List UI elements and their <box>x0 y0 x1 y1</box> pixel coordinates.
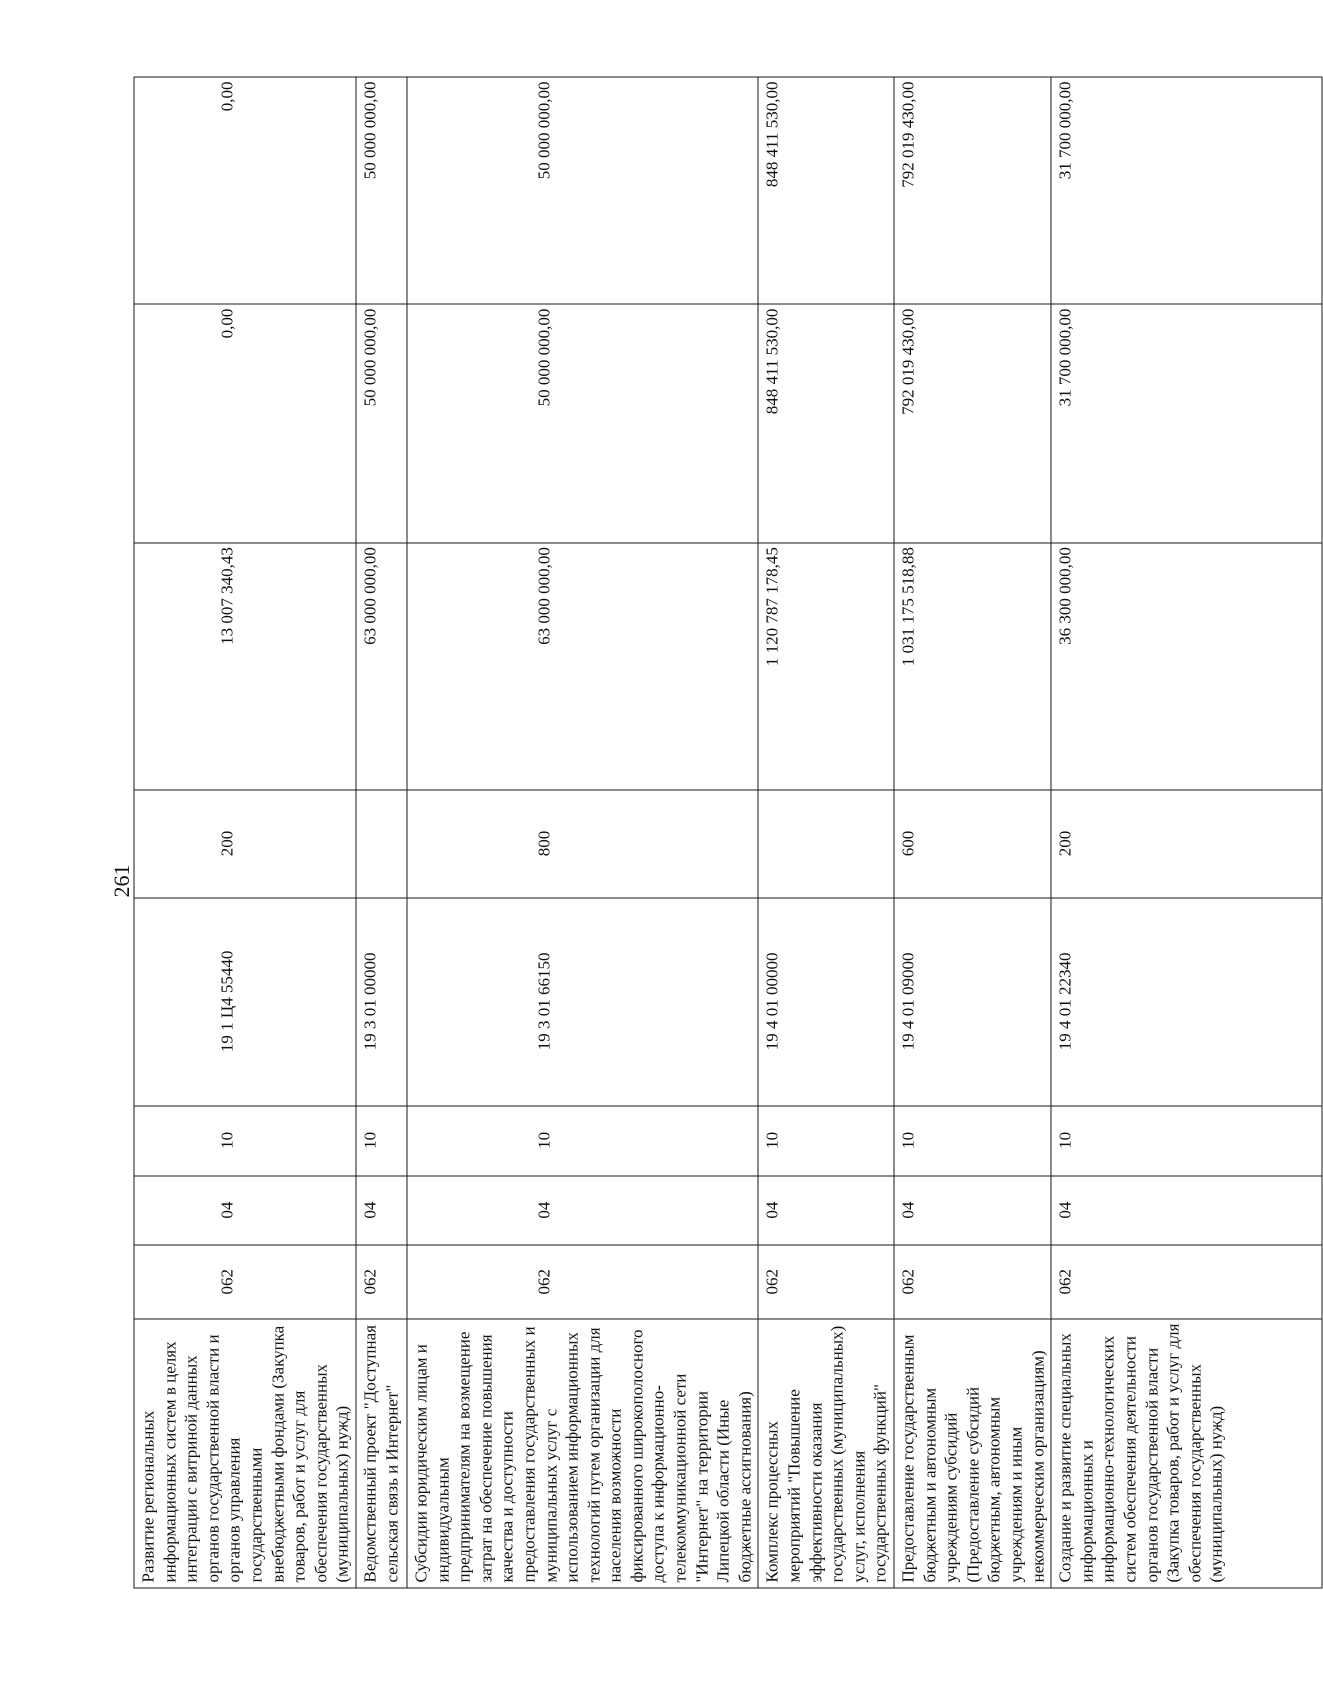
expense-type <box>356 790 407 898</box>
ministry-code: 062 <box>894 1245 1051 1319</box>
section-code: 04 <box>356 1176 407 1246</box>
amount-cell: 50 000 000,00 <box>356 304 407 543</box>
amount-cell: 792 019 430,00 <box>894 304 1051 543</box>
subsection-code: 10 <box>758 1106 894 1176</box>
table-row <box>894 77 1051 1588</box>
amount-cell: 50 000 000,00 <box>407 77 759 304</box>
amount-cell: 848 411 530,00 <box>758 304 894 543</box>
target-article: 19 1 Ц4 55440 <box>134 898 356 1106</box>
budget-table-sheet <box>134 77 1226 1589</box>
section-code: 04 <box>1051 1176 1322 1246</box>
target-article: 19 4 01 22340 <box>1051 898 1322 1106</box>
page-number: 261 <box>109 864 134 898</box>
table-row <box>758 77 894 1588</box>
row-description: Создание и развитие специальных информационных и информационно-технологических систем обеспечения деятельности органов государственной власти (Закупка товаров, работ и услуг для обеспечения государственных (муниципальных) нужд) <box>1051 1319 1322 1588</box>
row-description: Развитие региональных информационных систем в целях интеграции с витриной данных органов государственной власти и органов управления государственными внебюджетными фондами (Закупка товаров, работ и услуг для обеспечения государственных (муниципальных) нужд) <box>134 1319 356 1588</box>
section-code: 04 <box>407 1176 759 1246</box>
ministry-code: 062 <box>356 1245 407 1319</box>
amount-cell: 792 019 430,00 <box>894 77 1051 304</box>
amount-cell: 36 300 000,00 <box>1051 543 1322 790</box>
ministry-code: 062 <box>758 1245 894 1319</box>
target-article: 19 3 01 66150 <box>407 898 759 1106</box>
subsection-code: 10 <box>894 1106 1051 1176</box>
budget-table <box>134 77 1323 1589</box>
row-description: Комплекс процессных мероприятий "Повышение эффективности оказания государственных (муниципальных) услуг, исполнения государственных функций" <box>758 1319 894 1588</box>
row-description: Ведомственный проект "Доступная сельская связь и Интернет" <box>356 1319 407 1588</box>
amount-cell: 50 000 000,00 <box>356 77 407 304</box>
ministry-code: 062 <box>407 1245 759 1319</box>
amount-cell: 1 031 175 518,88 <box>894 543 1051 790</box>
amount-cell: 13 007 340,43 <box>134 543 356 790</box>
amount-cell: 31 700 000,00 <box>1051 304 1322 543</box>
table-row <box>407 77 759 1588</box>
expense-type: 600 <box>894 790 1051 898</box>
amount-cell: 1 120 787 178,45 <box>758 543 894 790</box>
section-code: 04 <box>894 1176 1051 1246</box>
subsection-code: 10 <box>134 1106 356 1176</box>
expense-type <box>758 790 894 898</box>
row-description: Предоставление государственным бюджетным и автономным учреждениям субсидий (Предоставление субсидий бюджетным, автономным учреждениям и иным некоммерческим организациям) <box>894 1319 1051 1588</box>
expense-type: 200 <box>1051 790 1322 898</box>
expense-type: 200 <box>134 790 356 898</box>
section-code: 04 <box>758 1176 894 1246</box>
subsection-code: 10 <box>1051 1106 1322 1176</box>
table-row <box>134 77 356 1588</box>
amount-cell: 63 000 000,00 <box>407 543 759 790</box>
table-row <box>356 77 407 1588</box>
amount-cell: 0,00 <box>134 77 356 304</box>
expense-type: 800 <box>407 790 759 898</box>
row-description: Субсидии юридическим лицам и индивидуальным предпринимателям на возмещение затрат на обеспечение повышения качества и доступности предоставления государственных и муниципальных услуг с использованием информационных технологий путем организации для населения возможности фиксированного широкополосного доступа к информационно-телекоммуникационной сети "Интернет" на территории Липецкой области (Иные бюджетные ассигнования) <box>407 1319 759 1588</box>
ministry-code: 062 <box>134 1245 356 1319</box>
subsection-code: 10 <box>407 1106 759 1176</box>
amount-cell: 31 700 000,00 <box>1051 77 1322 304</box>
amount-cell: 0,00 <box>134 304 356 543</box>
table-row <box>1051 77 1322 1588</box>
amount-cell: 63 000 000,00 <box>356 543 407 790</box>
target-article: 19 4 01 00000 <box>758 898 894 1106</box>
ministry-code: 062 <box>1051 1245 1322 1319</box>
subsection-code: 10 <box>356 1106 407 1176</box>
amount-cell: 848 411 530,00 <box>758 77 894 304</box>
target-article: 19 3 01 00000 <box>356 898 407 1106</box>
amount-cell: 50 000 000,00 <box>407 304 759 543</box>
section-code: 04 <box>134 1176 356 1246</box>
target-article: 19 4 01 09000 <box>894 898 1051 1106</box>
